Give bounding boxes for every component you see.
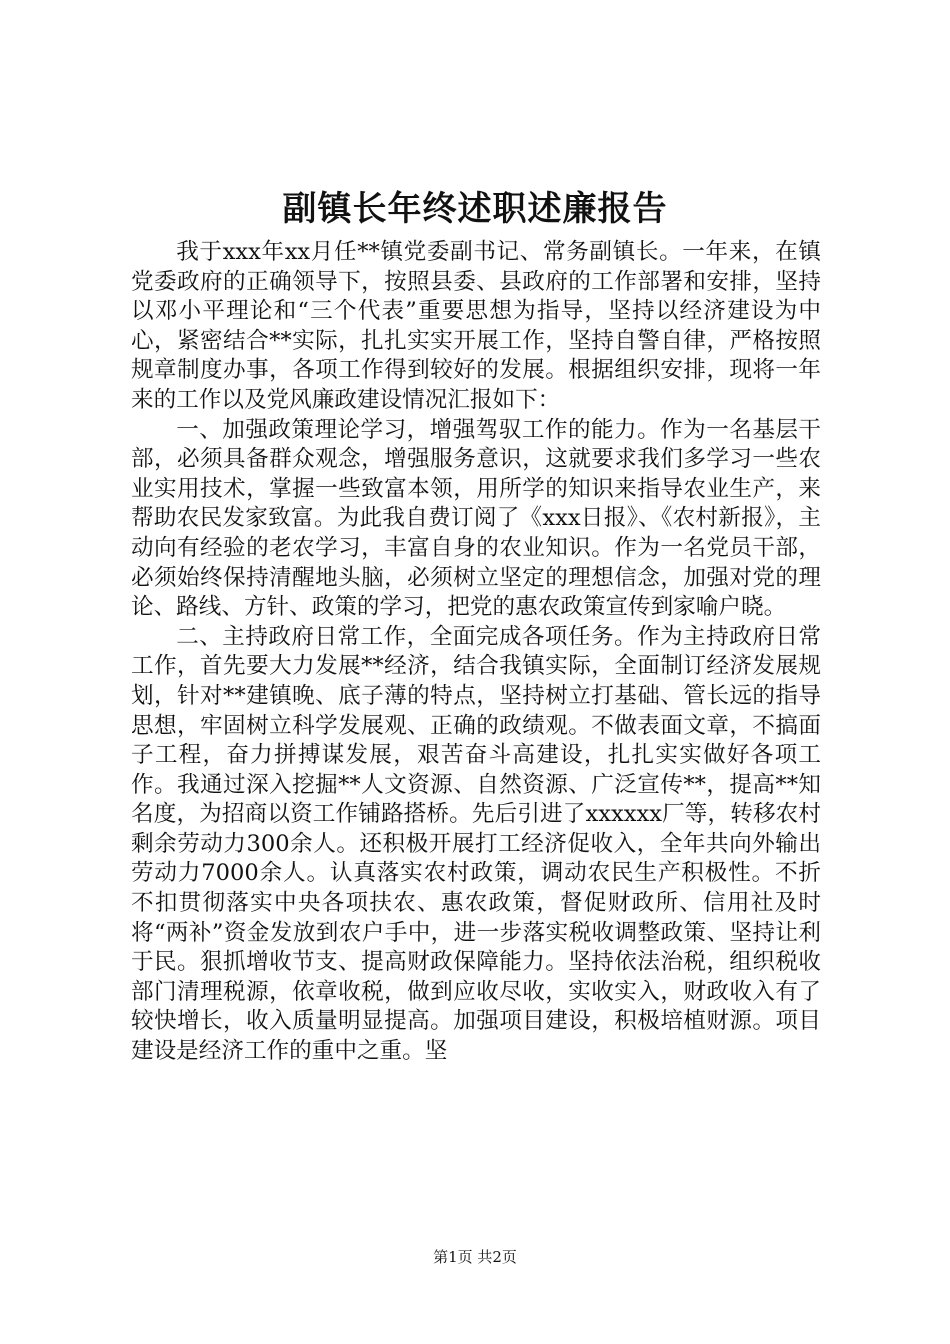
page-footer xyxy=(0,1247,950,1267)
document-body xyxy=(131,238,821,1067)
page-number: 第1页 xyxy=(433,1248,473,1266)
document-title: 副镇长年终述职述廉报告 xyxy=(282,189,668,229)
page-total: 共2页 xyxy=(477,1248,517,1266)
paragraph-section-2: 二、主持政府日常工作，全面完成各项任务。作为主持政府日常工作，首先要大力发展**经济，结合我镇实际，全面制订经济发展规划，针对**建镇晚、底子薄的特点，坚持树立打基础、管长远的指导思想，牢固树立科学发展观、正确的政绩观。不做表面文章，不搞面子工程，奋力拼搏谋发展，艰苦奋斗高建设，扎扎实实做好各项工作。我通过深入挖掘**人文资源、自然资源、广泛宣传**，提高**知名度，为招商以资工作铺路搭桥。先后引进了xxxxxx厂等，转移农村剩余劳动力300余人。还积极开展打工经济促收入，全年共向外输出劳动力7000余人。认真落实农村政策，调动农民生产积极性。不折不扣贯彻落实中央各项扶农、惠农政策，督促财政所、信用社及时将“两补”资金发放到农户手中，进一步落实税收调整政策、坚持让利于民。狠抓增收节支、提高财政保障能力。坚持依法治税，组织税收部门清理税源，依章收税，做到应收尽收，实收实入，财政收入有了较快增长，收入质量明显提高。加强项目建设，积极培植财源。项目建设是经济工作的重中之重。坚 xyxy=(131,623,821,1065)
paragraph-section-1: 一、加强政策理论学习，增强驾驭工作的能力。作为一名基层干部，必须具备群众观念，增强服务意识，这就要求我们多学习一些农业实用技术，掌握一些致富本领，用所学的知识来指导农业生产，来帮助农民发家致富。为此我自费订阅了《xxx日报》、《农村新报》，主动向有经验的老农学习，丰富自身的农业知识。作为一名党员干部，必须始终保持清醒地头脑，必须树立坚定的理想信念，加强对党的理论、路线、方针、政策的学习，把党的惠农政策宣传到家喻户晓。 xyxy=(131,416,821,621)
paragraph-intro: 我于xxx年xx月任**镇党委副书记、常务副镇长。一年来，在镇党委政府的正确领导下，按照县委、县政府的工作部署和安排，坚持以邓小平理论和“三个代表”重要思想为指导，坚持以经济建设为中心，紧密结合**实际，扎扎实实开展工作，坚持自警自律，严格按照规章制度办事，各项工作得到较好的发展。根据组织安排，现将一年来的工作以及党风廉政建设情况汇报如下： xyxy=(131,239,821,413)
